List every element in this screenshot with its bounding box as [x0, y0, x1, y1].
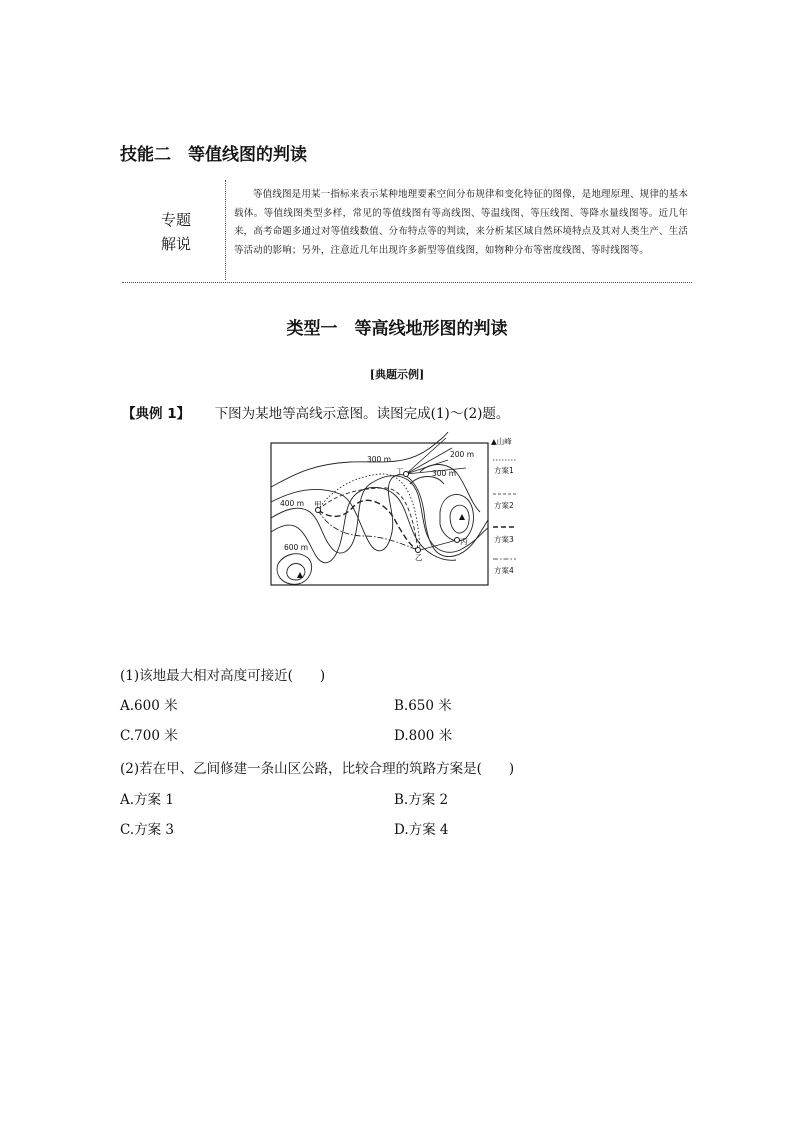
- topic-bottom-rule: [122, 282, 692, 283]
- point-ding: [404, 472, 409, 477]
- contour-line: [440, 494, 474, 540]
- label-bing: 丙: [460, 537, 468, 546]
- type-title: 类型一 等高线地形图的判读: [286, 319, 508, 339]
- example-label: 【典例 1】: [122, 406, 191, 422]
- route-plan1: [318, 474, 420, 550]
- legend-peak: ▲山峰: [491, 437, 512, 446]
- topic-label-line1: 专题: [160, 211, 191, 229]
- label-yi: 乙: [415, 553, 423, 562]
- question-2-stem: (2)若在甲、乙间修建一条山区公路，比较合理的筑路方案是( ): [120, 761, 515, 777]
- question-2-option-a: A.方案 1: [120, 792, 174, 808]
- peak-marker: [459, 514, 465, 520]
- question-1-option-a: A.600 米: [120, 698, 178, 714]
- topic-divider: [225, 180, 226, 280]
- point-yi: [416, 548, 421, 553]
- label-400m: 400 m: [280, 499, 305, 508]
- label-jia: 甲: [314, 500, 322, 509]
- question-1-option-c: C.700 米: [120, 728, 178, 744]
- question-2-option-d: D.方案 4: [394, 822, 449, 838]
- route-bing: [420, 540, 457, 550]
- question-1-stem: (1)该地最大相对高度可接近( ): [120, 668, 326, 684]
- label-300m-a: 300 m: [367, 455, 392, 464]
- legend-plan4: 方案4: [494, 566, 514, 575]
- map-frame: [271, 443, 488, 585]
- question-2-option-b: B.方案 2: [394, 792, 449, 808]
- topic-label-line2: 解说: [160, 235, 191, 253]
- point-bing: [455, 538, 460, 543]
- label-ding: 丁: [396, 467, 404, 476]
- topic-text: 等值线图是用某一指标来表示某种地理要素空间分布规律和变化特征的图像，是地理原理、规律的基本载体。等值线图类型多样，常见的等值线图有等高线图、等温线图、等压线图、等降水量线图等。近几年来，高考命题多通过对等值线数值、分布特点等的判读，来分析某区域自然环境特点及其对人类生产、生活等活动的影响；另外，注意近几年出现许多新型等值线图，如物种分布等密度线图、等时线图等。: [234, 189, 688, 256]
- question-1-option-d: D.800 米: [394, 728, 453, 744]
- label-200m: 200 m: [450, 450, 475, 459]
- route-plan4: [318, 510, 418, 550]
- topic-label: [154, 208, 198, 256]
- example-intro: [122, 402, 509, 422]
- section-title: 技能二 等值线图的判读: [120, 145, 307, 165]
- peak-marker: [297, 572, 303, 578]
- question-1-option-b: B.650 米: [394, 698, 452, 714]
- legend-plan3: 方案3: [494, 535, 514, 544]
- legend-plan1: 方案1: [494, 466, 514, 475]
- contour-map: [270, 432, 530, 588]
- topic-explanation-box: [122, 178, 692, 282]
- question-2-option-c: C.方案 3: [120, 822, 175, 838]
- label-300m-b: 300 m: [432, 469, 457, 478]
- example-tag: [典题示例]: [369, 368, 425, 381]
- example-text: 下图为某地等高线示意图。读图完成(1)～(2)题。: [214, 406, 510, 422]
- legend-plan2: 方案2: [494, 501, 514, 510]
- label-600m: 600 m: [284, 543, 309, 552]
